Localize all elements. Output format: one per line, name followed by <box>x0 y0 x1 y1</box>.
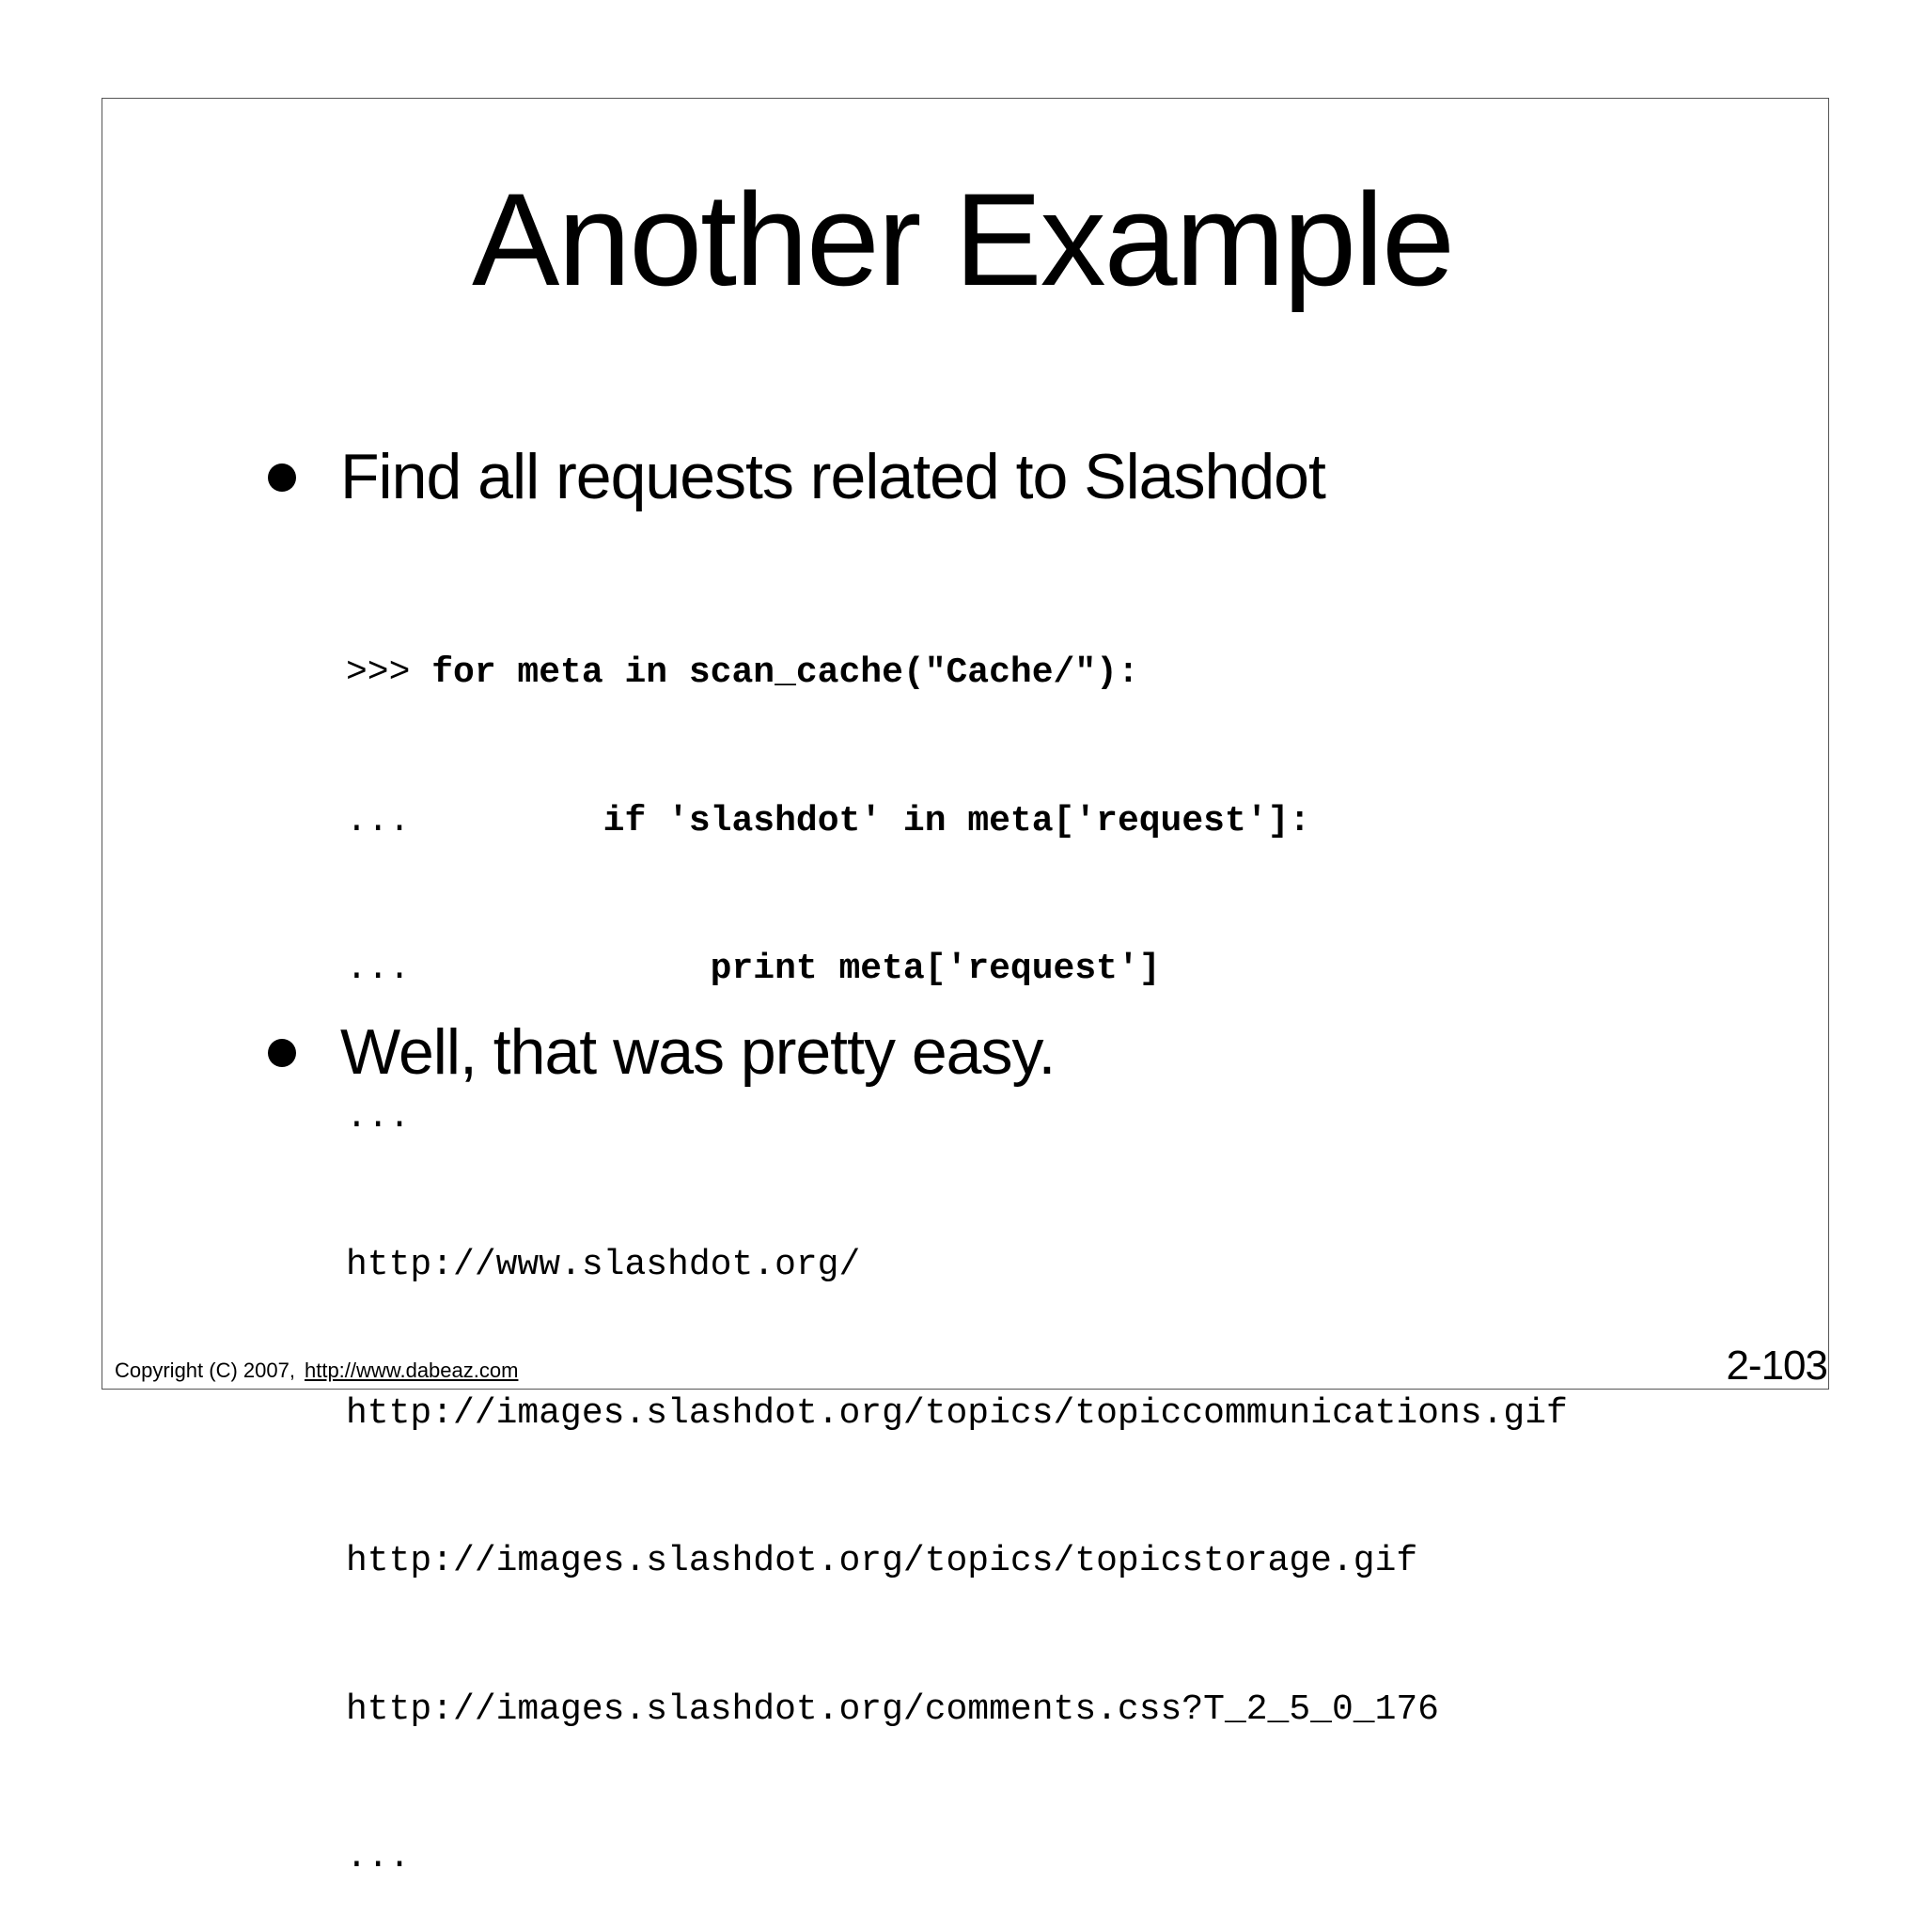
code-output-line <box>346 1241 1568 1291</box>
code-statement: if 'slashdot' in meta['request']: <box>603 800 1311 841</box>
code-line <box>346 945 1568 995</box>
page-number: 2-103 <box>1726 1343 1827 1389</box>
code-statement: for meta in scan_cache("Cache/"): <box>431 652 1139 693</box>
code-output-line <box>346 1537 1568 1587</box>
code-output-line <box>346 1686 1568 1736</box>
code-output: http://images.slashdot.org/topics/topicstorage.gif <box>346 1541 1418 1581</box>
code-output: http://images.slashdot.org/comments.css?T_2_5_0_176 <box>346 1689 1439 1730</box>
copyright-text: Copyright (C) 2007, <box>115 1359 295 1382</box>
code-output: http://images.slashdot.org/topics/topiccommunications.gif <box>346 1392 1568 1434</box>
code-prompt: ... <box>346 800 603 841</box>
bullet-dot-icon <box>268 1039 296 1067</box>
code-line <box>346 1833 1568 1883</box>
footer-link[interactable]: http://www.dabeaz.com <box>304 1359 519 1382</box>
code-line <box>346 797 1568 847</box>
bullet-dot-icon <box>268 463 296 492</box>
code-prompt: ... <box>346 1837 411 1877</box>
code-prompt: ... <box>346 1096 411 1138</box>
code-prompt: >>> <box>346 652 432 693</box>
bullet-text: Well, that was pretty easy. <box>340 1016 1056 1088</box>
code-prompt: ... <box>346 949 711 989</box>
code-line <box>346 1093 1568 1143</box>
code-line <box>346 649 1568 699</box>
code-output: http://www.slashdot.org/ <box>346 1245 861 1285</box>
code-block <box>346 550 1568 1932</box>
footer-copyright <box>115 1359 518 1383</box>
bullet-text: Find all requests related to Slashdot <box>340 441 1325 512</box>
slide-title: Another Example <box>472 165 1453 313</box>
code-statement: print meta['request'] <box>710 949 1161 989</box>
code-output-line <box>346 1390 1568 1439</box>
